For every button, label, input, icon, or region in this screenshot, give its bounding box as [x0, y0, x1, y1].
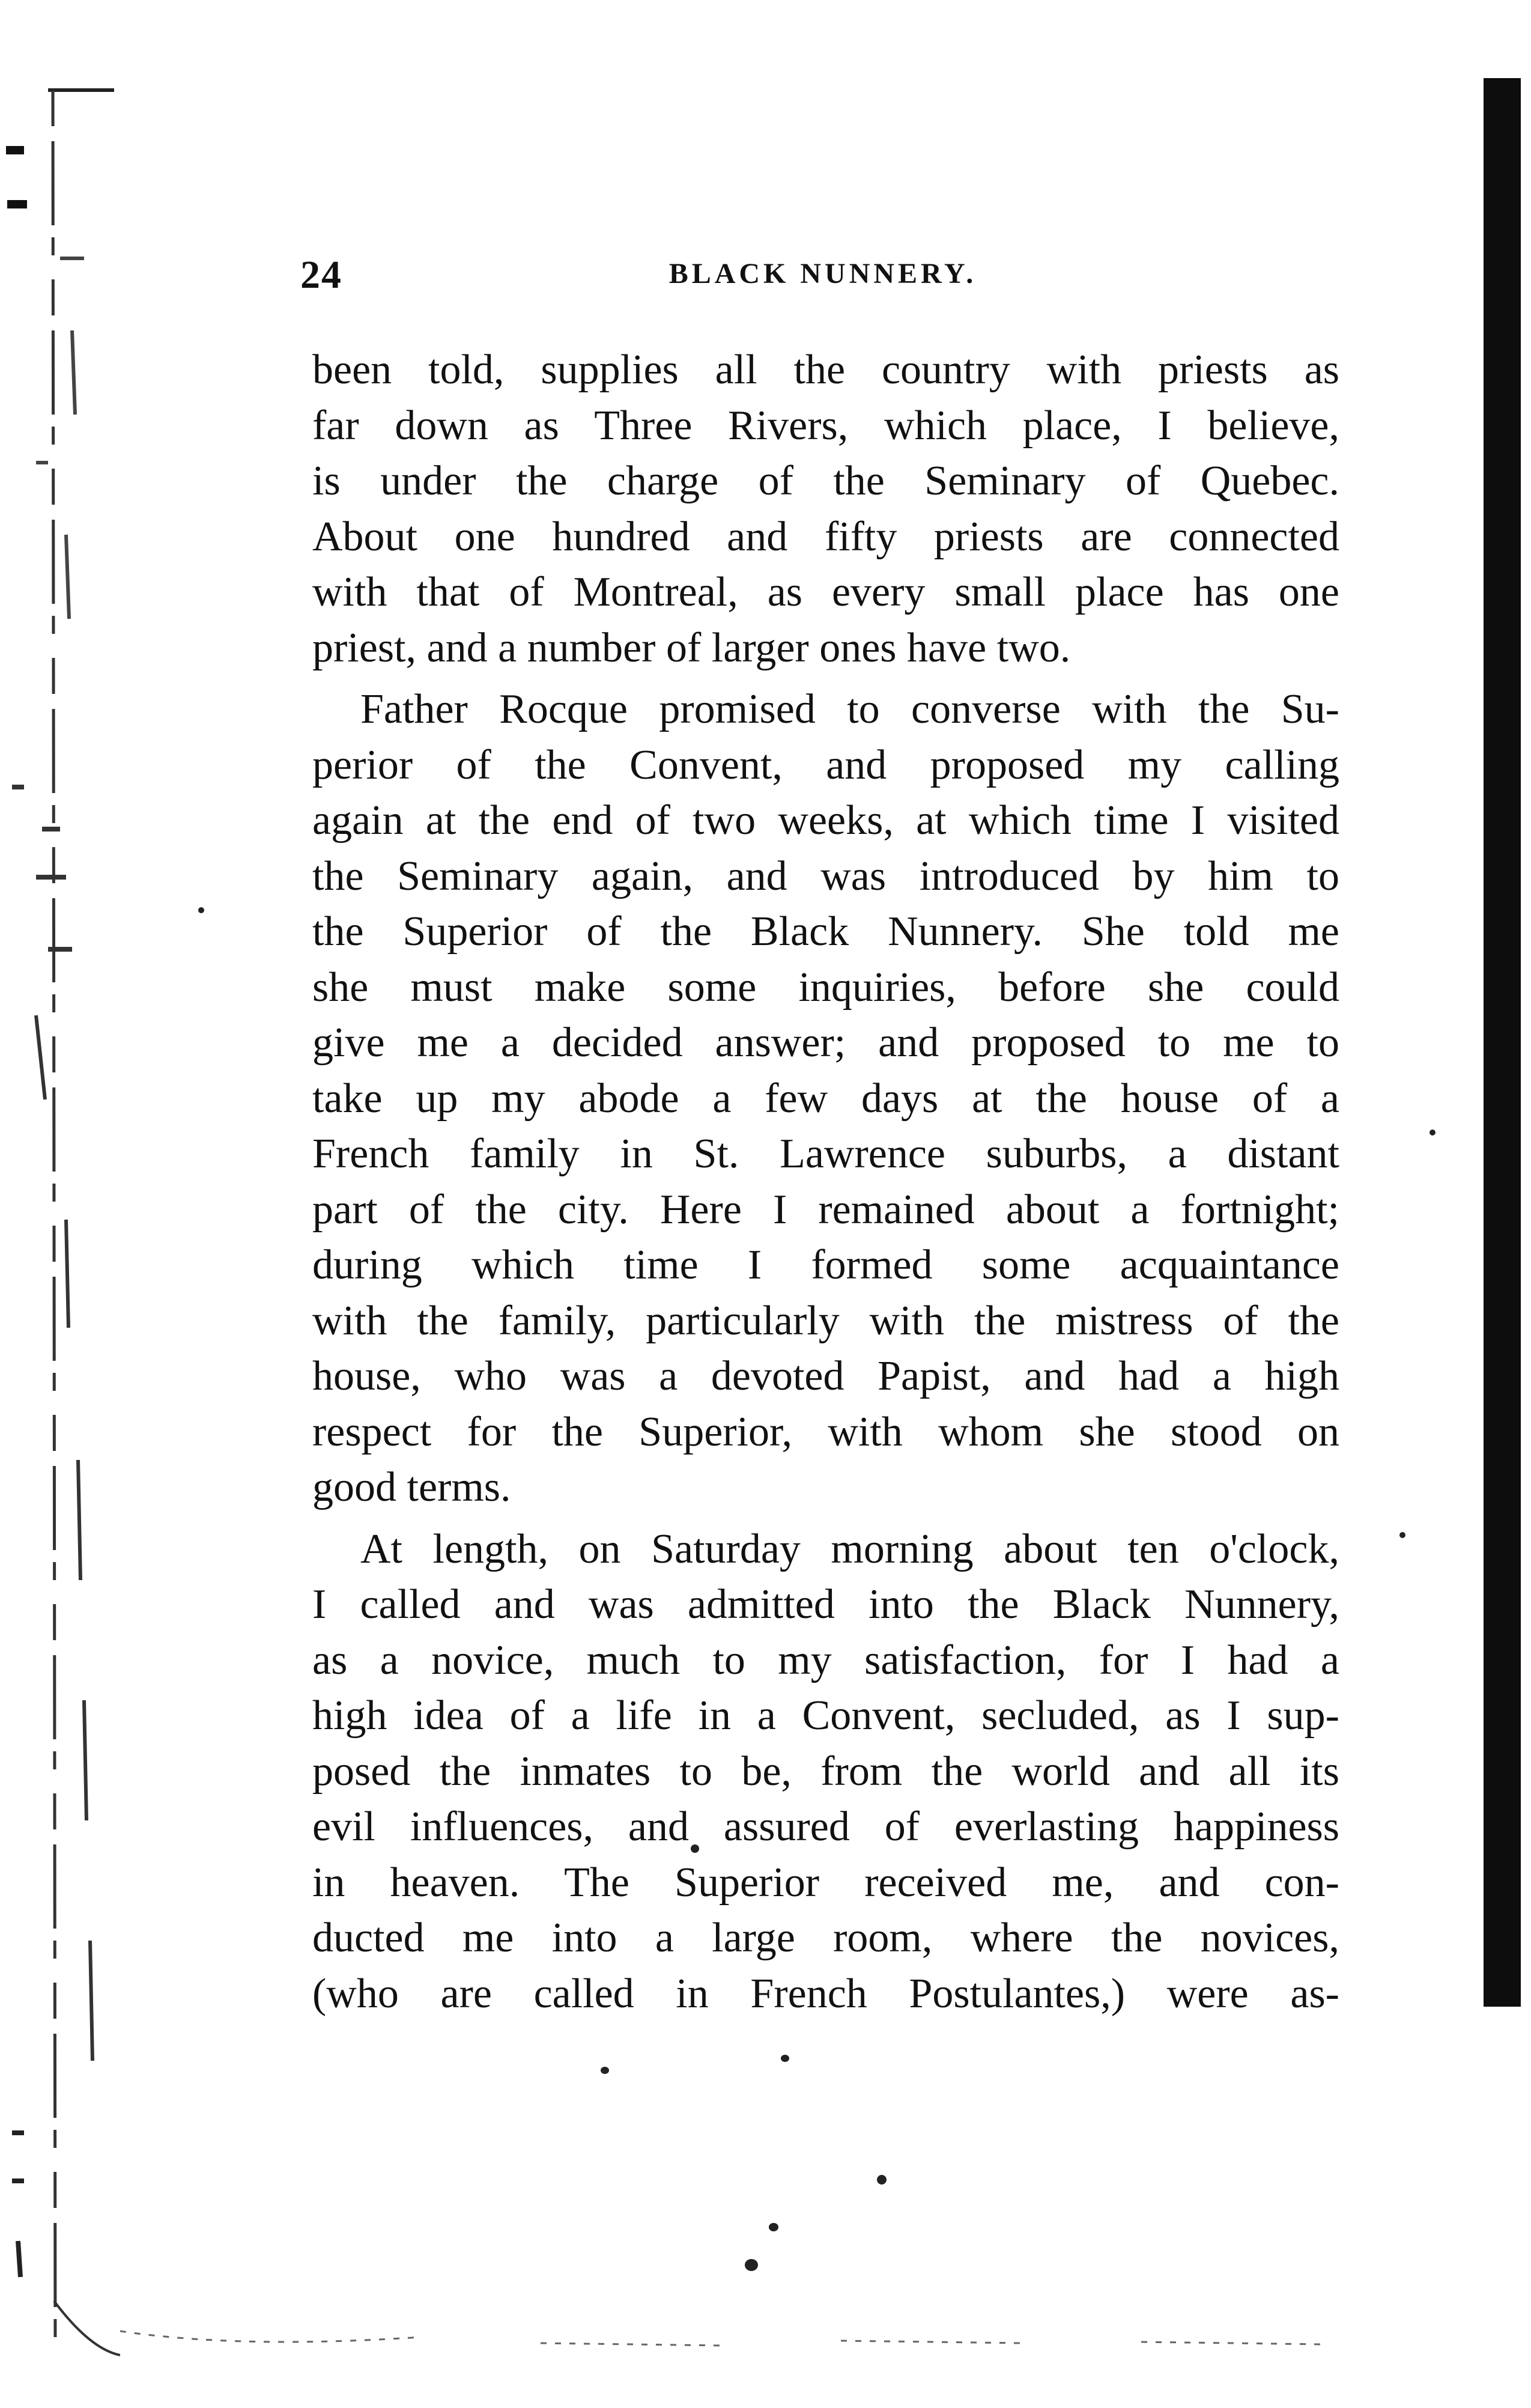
text-line: again at the end of two weeks, at which time I visited [312, 797, 1339, 844]
paragraph-2 [312, 682, 1339, 1516]
text-line: is under the charge of the Seminary of Quebec. [312, 458, 1339, 504]
bottom-scan-marks [120, 2295, 1502, 2367]
scan-edge-bar [1484, 78, 1521, 2007]
text-line: as a novice, much to my satisfaction, for I had a [312, 1637, 1339, 1683]
page-header [300, 252, 1345, 306]
text-line: with the family, particularly with the mistress of the [312, 1297, 1339, 1344]
text-line: French family in St. Lawrence suburbs, a distant [312, 1131, 1339, 1177]
text-line: ducted me into a large room, where the novices, [312, 1915, 1339, 1961]
text-line: the Seminary again, and was introduced by him to [312, 853, 1339, 899]
text-line: with that of Montreal, as every small place has one [312, 569, 1339, 615]
running-title: BLACK NUNNERY. [668, 258, 977, 290]
text-line: house, who was a devoted Papist, and had a high [312, 1353, 1339, 1399]
text-line: (who are called in French Postulantes,) were as- [312, 1970, 1339, 2017]
text-line: Father Rocque promised to converse with the Su- [360, 686, 1339, 732]
text-line: during which time I formed some acquaintance [312, 1242, 1339, 1288]
text-line: in heaven. The Superior received me, and con- [312, 1859, 1339, 1906]
text-line: the Superior of the Black Nunnery. She told me [312, 908, 1339, 955]
text-line: she must make some inquiries, before she could [312, 964, 1339, 1011]
text-line: high idea of a life in a Convent, secluded, as I sup- [312, 1692, 1339, 1739]
text-line: evil influences, and assured of everlasting happiness [312, 1804, 1339, 1850]
text-line: I called and was admitted into the Black Nunnery, [312, 1581, 1339, 1628]
text-line: give me a decided answer; and proposed to me to [312, 1020, 1339, 1066]
text-line: At length, on Saturday morning about ten o'clock, [360, 1525, 1339, 1572]
text-line: part of the city. Here I remained about a fortnight; [312, 1186, 1339, 1233]
text-line: been told, supplies all the country with priests as [312, 347, 1339, 393]
text-line: posed the inmates to be, from the world and all its [312, 1748, 1339, 1795]
page-number: 24 [300, 253, 342, 297]
text-line: perior of the Convent, and proposed my calling [312, 741, 1339, 788]
body-text [312, 342, 1339, 2028]
text-line: respect for the Superior, with whom she stood on [312, 1408, 1339, 1455]
text-line: take up my abode a few days at the house of a [312, 1075, 1339, 1122]
paragraph-3 [312, 1522, 1339, 2022]
text-line: far down as Three Rivers, which place, I believe, [312, 402, 1339, 449]
paragraph-1 [312, 342, 1339, 676]
text-line: About one hundred and fifty priests are connected [312, 513, 1339, 560]
text-line: priest, and a number of larger ones have two. [312, 624, 1071, 671]
text-line: good terms. [312, 1464, 511, 1510]
left-binding-marks [0, 78, 120, 2373]
